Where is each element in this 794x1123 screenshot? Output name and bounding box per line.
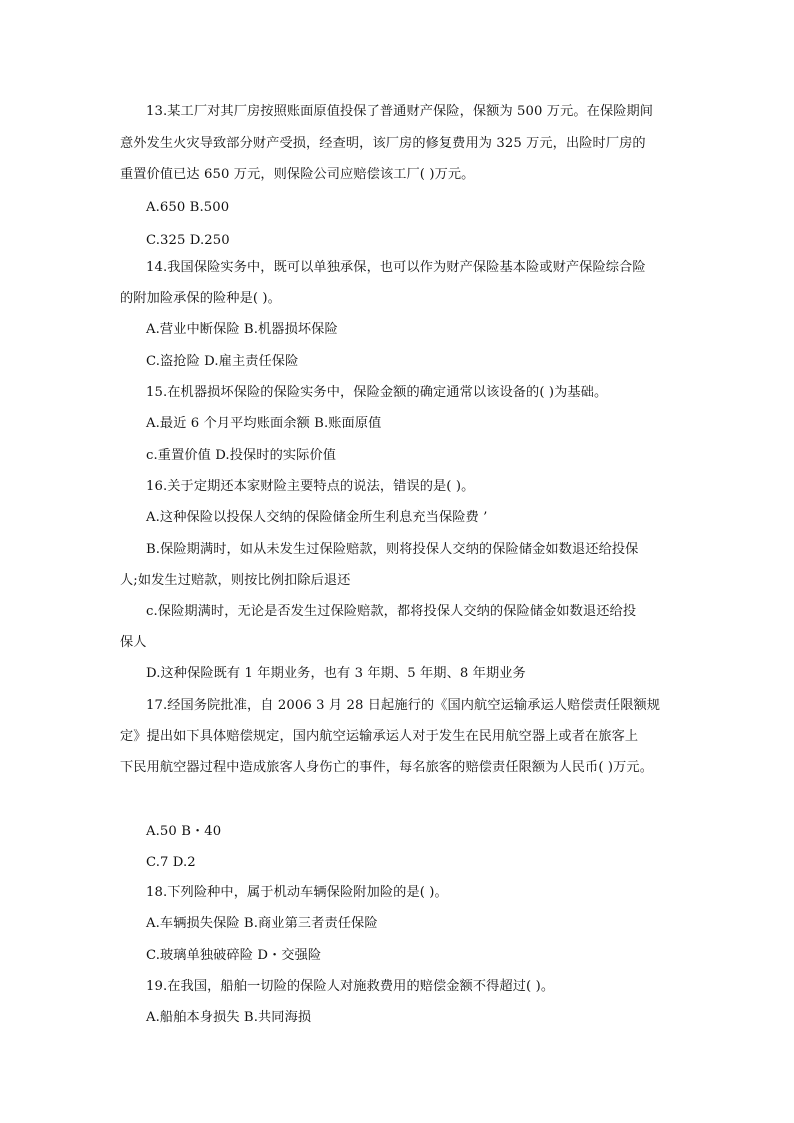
q18-text-line-1: 18.下列险种中，属于机动车辆保险附加险的是( )。 (146, 885, 448, 900)
q13-options-ab: A.650 B.500 (146, 200, 230, 215)
q14-options-ab: A.营业中断保险 B.机器损坏保险 (146, 322, 338, 337)
q19-options-ab: A.船舶本身损失 B.共同海损 (146, 1010, 312, 1025)
q16-option-b-line-1: B.保险期满时，如从未发生过保险赔款，则将投保人交纳的保险储金如数退还给投保 (146, 542, 639, 557)
q14-text-line-2: 的附加险承保的险种是( )。 (120, 291, 281, 306)
q18-options-ab: A.车辆损失保险 B.商业第三者责任保险 (146, 916, 378, 931)
q17-text-line-1: 17.经国务院批准，自 2006 3 月 28 日起施行的《国内航空运输承运人赔偿责任限额规 (146, 698, 661, 713)
q17-text-line-2: 定》提出如下具体赔偿规定，国内航空运输承运人对于发生在民用航空器上或者在旅客上 (120, 729, 639, 744)
q16-option-c-line-2: 保人 (120, 635, 147, 650)
q16-option-a: A.这种保险以投保人交纳的保险储金所生利息充当保险费 ’ (146, 510, 488, 525)
q17-options-ab: A.50 B・40 (146, 824, 222, 839)
q13-text-line-3: 重置价值已达 650 万元，则保险公司应赔偿该工厂( )万元。 (120, 167, 475, 182)
q17-options-cd: C.7 D.2 (146, 855, 196, 870)
q16-option-c-line-1: c.保险期满时，无论是否发生过保险赔款，都将投保人交纳的保险储金如数退还给投 (146, 604, 637, 619)
q15-text-line-1: 15.在机器损坏保险的保险实务中，保险金额的确定通常以该设备的( )为基础。 (146, 385, 608, 400)
q13-text-line-2: 意外发生火灾导致部分财产受损，经查明，该厂房的修复费用为 325 万元，出险时厂房的 (120, 136, 646, 151)
q14-text-line-1: 14.我国保险实务中，既可以单独承保，也可以作为财产保险基本险或财产保险综合险 (146, 260, 646, 275)
q13-text-line-1: 13.某工厂对其厂房按照账面原值投保了普通财产保险，保额为 500 万元。在保险期间 (146, 104, 654, 119)
q19-text-line-1: 19.在我国，船舶一切险的保险人对施救费用的赔偿金额不得超过( )。 (146, 979, 555, 994)
q13-options-cd: C.325 D.250 (146, 233, 230, 248)
q16-option-b-line-2: 人;如发生过赔款，则按比例扣除后退还 (120, 573, 351, 588)
q17-text-line-3: 下民用航空器过程中造成旅客人身伤亡的事件，每名旅客的赔偿责任限额为人民币( )万元。 (120, 760, 653, 775)
q16-option-d: D.这种保险既有 1 年期业务，也有 3 年期、5 年期、8 年期业务 (146, 666, 526, 681)
q15-options-cd: c.重置价值 D.投保时的实际价值 (146, 448, 337, 463)
q16-text-line-1: 16.关于定期还本家财险主要特点的说法，错误的是( )。 (146, 479, 475, 494)
q15-options-ab: A.最近 6 个月平均账面余额 B.账面原值 (146, 416, 382, 431)
q14-options-cd: C.盗抢险 D.雇主责任保险 (146, 354, 299, 369)
q18-options-cd: C.玻璃单独破碎险 D・交强险 (146, 948, 322, 963)
